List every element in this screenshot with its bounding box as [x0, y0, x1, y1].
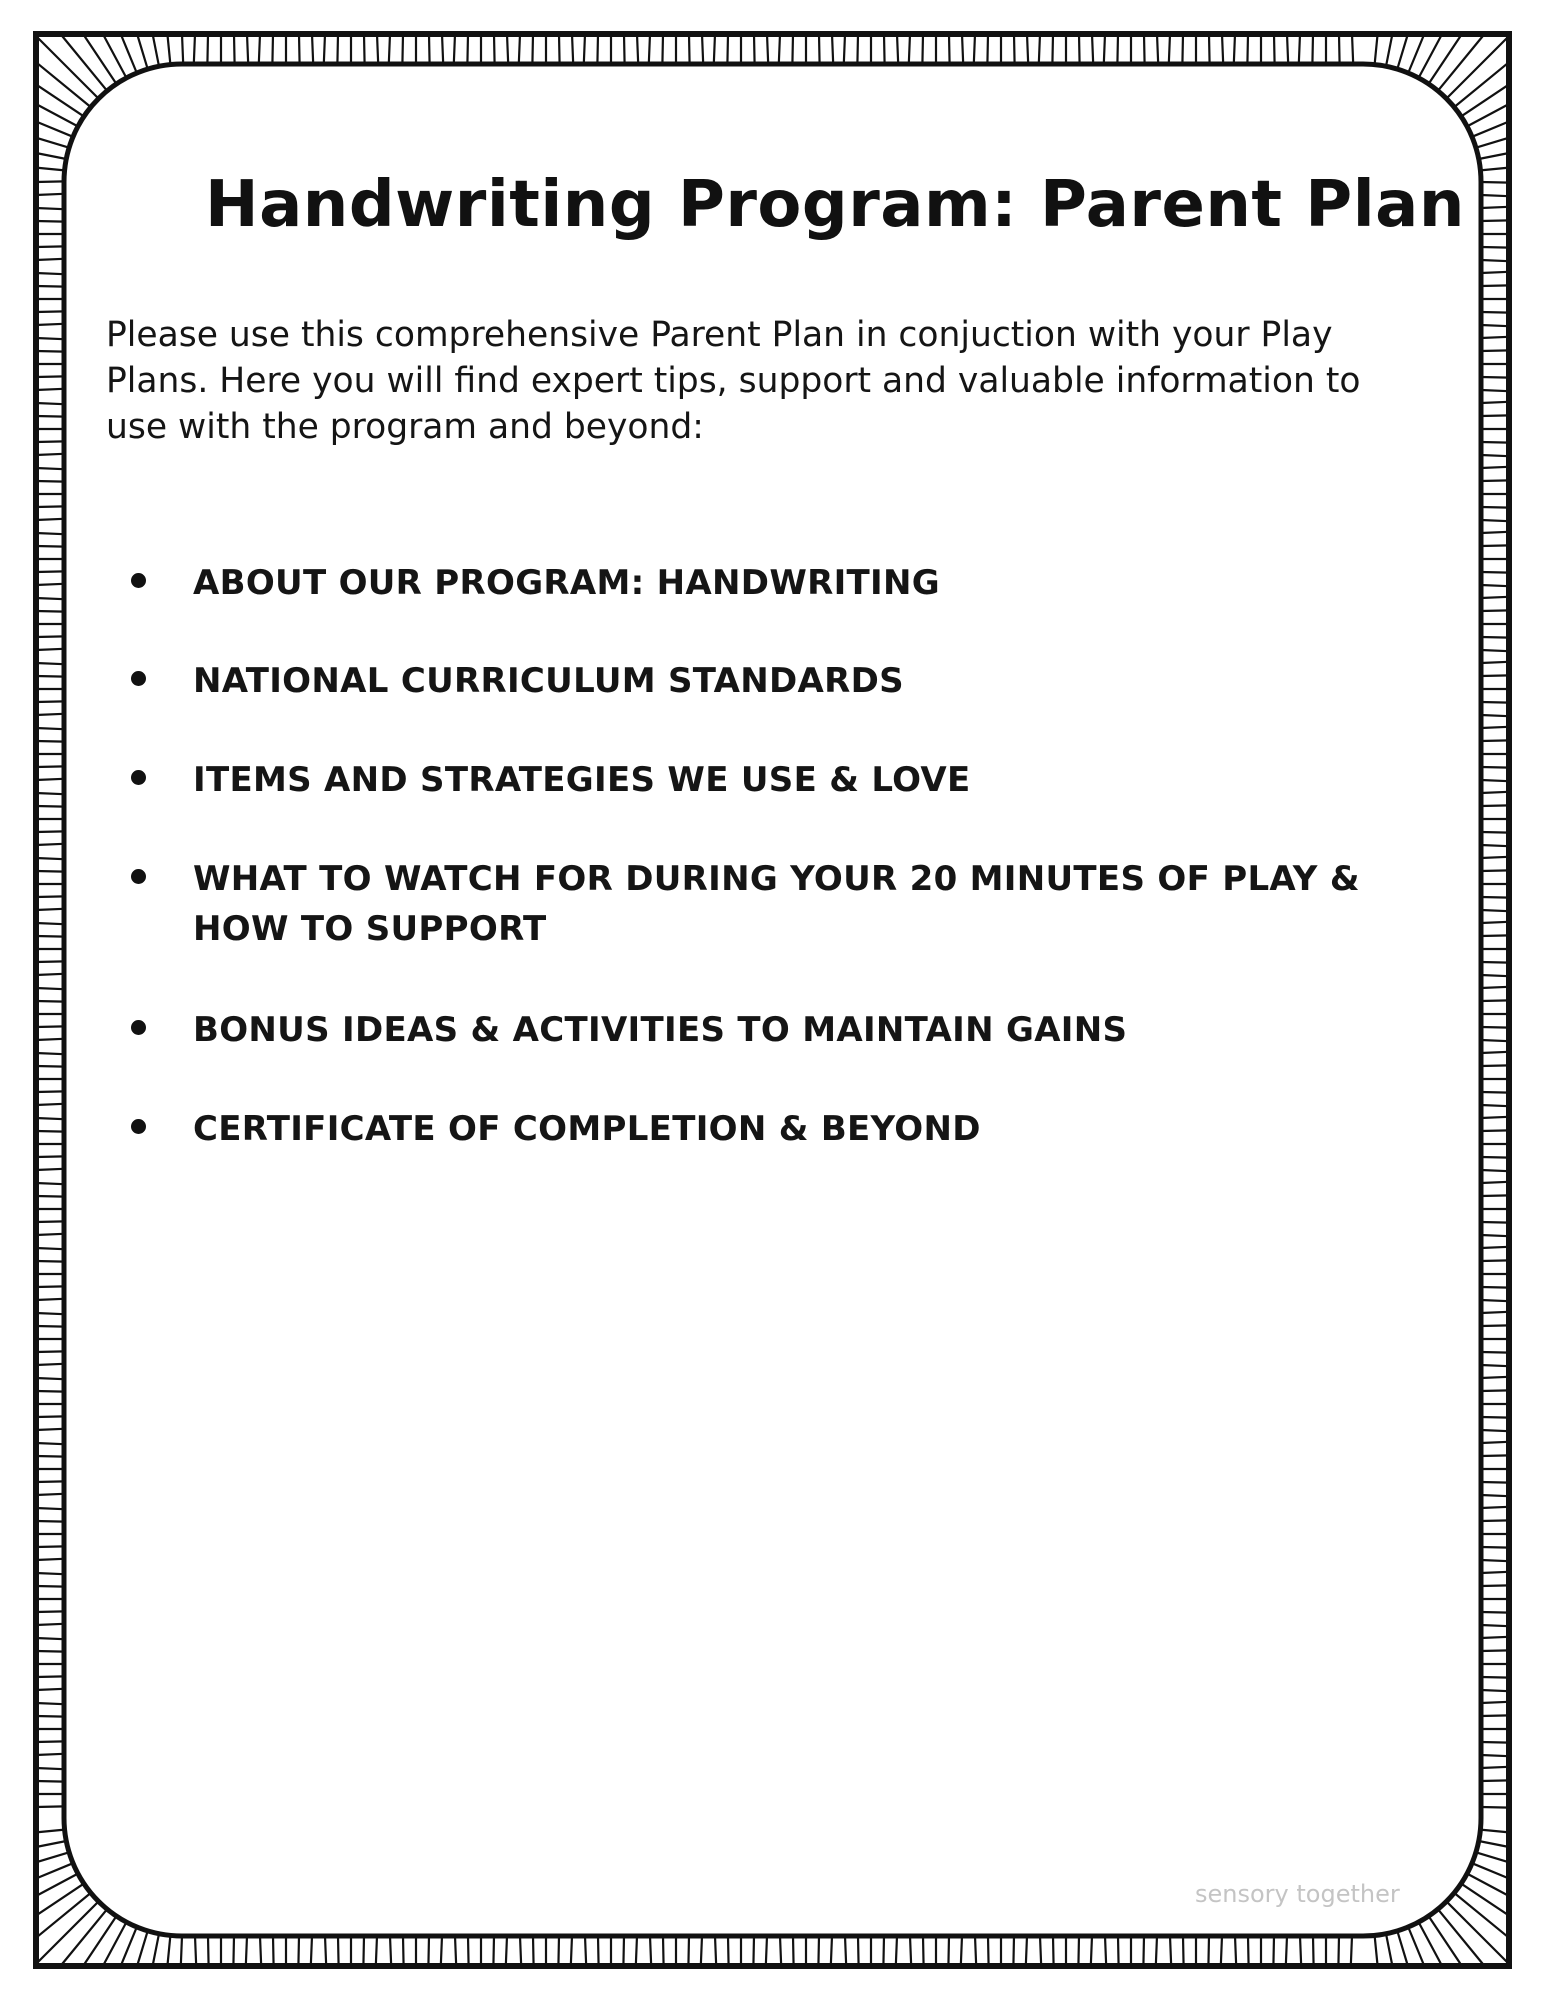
topic-label: WHAT TO WATCH FOR DURING YOUR 20 MINUTES OF PLAY & HOW TO SUPPORT: [193, 859, 1360, 949]
topic-label: ABOUT OUR PROGRAM: HANDWRITING: [193, 563, 940, 603]
bullet-dot-icon: [131, 573, 146, 588]
bullet-dot-icon: [131, 1119, 146, 1134]
bullet-dot-icon: [131, 671, 146, 686]
bullet-dot-icon: [131, 1020, 146, 1035]
topic-label: ITEMS AND STRATEGIES WE USE & LOVE: [193, 760, 971, 800]
bullet-dot-icon: [131, 869, 146, 884]
topic-label: NATIONAL CURRICULUM STANDARDS: [193, 661, 904, 701]
bullet-dot-icon: [131, 770, 146, 785]
topic-label: CERTIFICATE OF COMPLETION & BEYOND: [193, 1109, 981, 1149]
watermark: sensory together: [1195, 1880, 1400, 1908]
topic-label: BONUS IDEAS & ACTIVITIES TO MAINTAIN GAINS: [193, 1010, 1128, 1050]
intro-paragraph: Please use this comprehensive Parent Plan in conjuction with your Play Plans. Here you will find expert tips, support and valuable information to use with the program and beyond:: [106, 315, 1361, 447]
page-title: Handwriting Program: Parent Plan: [205, 168, 1465, 242]
